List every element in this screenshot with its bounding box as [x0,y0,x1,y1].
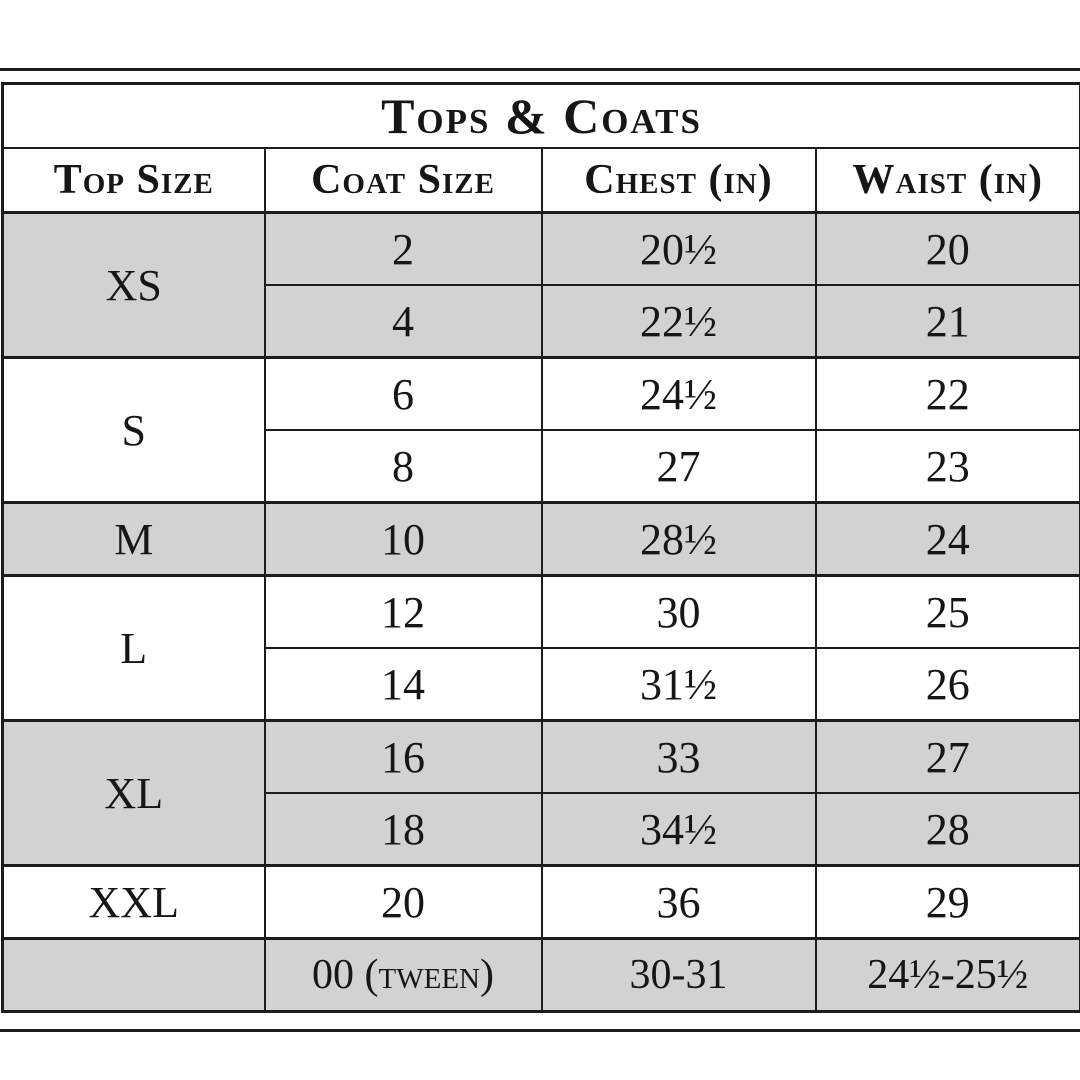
top-size-cell: XXL [3,866,265,939]
waist-cell: 24 [816,503,1080,576]
table-row [3,576,1080,649]
top-size-cell: S [3,358,265,503]
chest-cell: 36 [542,866,816,939]
size-chart-table [1,82,1080,1013]
chest-cell: 24½ [542,358,816,431]
table-row [3,866,1080,939]
coat-size-cell: 2 [265,213,542,286]
header-row [3,148,1080,213]
bottom-border-rule [0,1029,1080,1032]
col-header-chest: Chest (in) [542,148,816,213]
waist-cell: 27 [816,721,1080,794]
table-row [3,503,1080,576]
coat-size-cell: 00 (tween) [265,939,542,1012]
coat-size-cell: 20 [265,866,542,939]
coat-size-cell: 16 [265,721,542,794]
waist-cell: 26 [816,648,1080,721]
top-size-cell: L [3,576,265,721]
chest-cell: 31½ [542,648,816,721]
waist-cell: 29 [816,866,1080,939]
table-row [3,358,1080,431]
waist-cell: 25 [816,576,1080,649]
waist-cell: 23 [816,430,1080,503]
top-border-rule [0,68,1080,71]
col-header-coat-size: Coat Size [265,148,542,213]
chest-cell: 34½ [542,793,816,866]
coat-size-cell: 8 [265,430,542,503]
table-row [3,213,1080,286]
col-header-waist: Waist (in) [816,148,1080,213]
coat-size-cell: 4 [265,285,542,358]
table-body [3,213,1080,1012]
title-row [3,84,1080,149]
col-header-top-size: Top Size [3,148,265,213]
waist-cell: 22 [816,358,1080,431]
waist-cell: 21 [816,285,1080,358]
waist-cell: 28 [816,793,1080,866]
table-title: Tops & Coats [3,84,1080,149]
chest-cell: 33 [542,721,816,794]
table-row [3,939,1080,1012]
coat-size-cell: 12 [265,576,542,649]
waist-cell: 20 [816,213,1080,286]
chest-cell: 20½ [542,213,816,286]
top-size-cell: XL [3,721,265,866]
table-head [3,84,1080,213]
top-size-cell [3,939,265,1012]
table-row [3,721,1080,794]
chest-cell: 28½ [542,503,816,576]
waist-cell: 24½-25½ [816,939,1080,1012]
coat-size-cell: 14 [265,648,542,721]
chest-cell: 27 [542,430,816,503]
coat-size-cell: 10 [265,503,542,576]
coat-size-cell: 6 [265,358,542,431]
coat-size-cell: 18 [265,793,542,866]
chest-cell: 30-31 [542,939,816,1012]
chest-cell: 22½ [542,285,816,358]
chest-cell: 30 [542,576,816,649]
top-size-cell: XS [3,213,265,358]
top-size-cell: M [3,503,265,576]
